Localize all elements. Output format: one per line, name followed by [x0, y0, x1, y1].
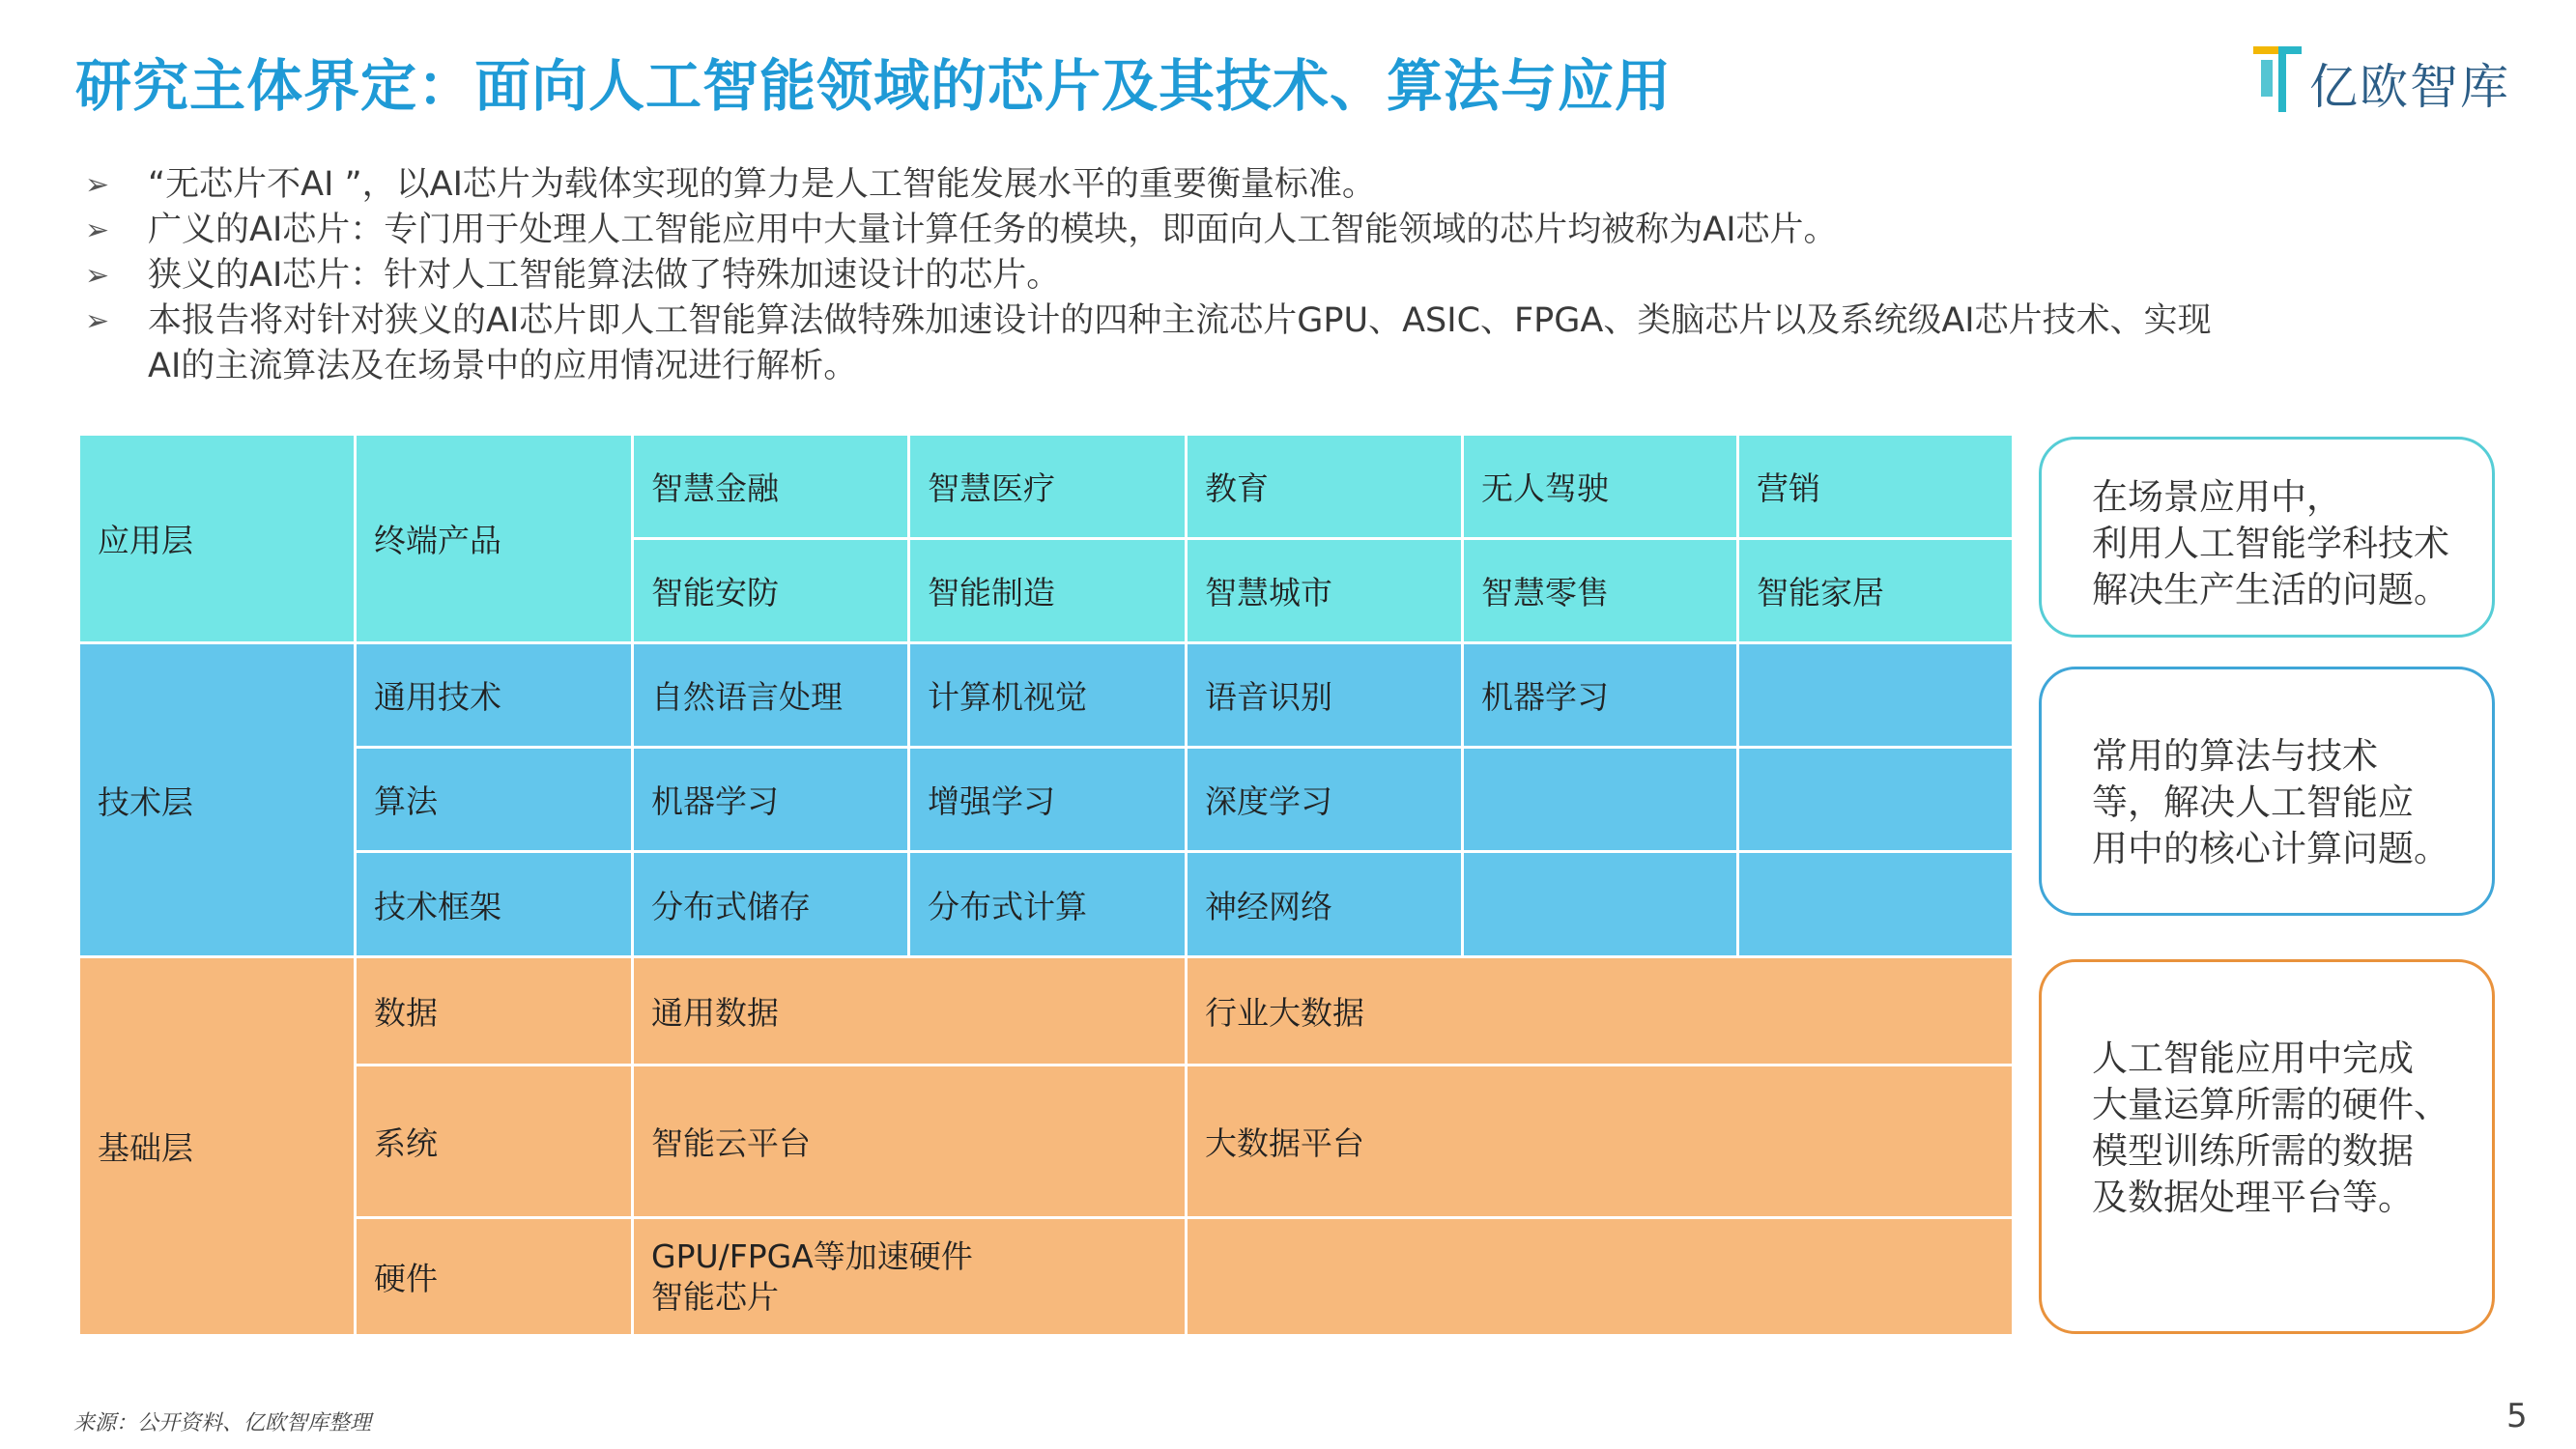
table-cell: 分布式计算: [909, 852, 1187, 957]
note-line: 及数据处理平台等。: [2092, 1177, 2414, 1218]
logo-icon: [2249, 39, 2304, 116]
bullet-item: [85, 298, 2501, 389]
arrow-bullet-icon: ➢: [85, 213, 110, 247]
sub-label: 算法: [356, 748, 633, 852]
sub-label: 终端产品: [356, 435, 633, 643]
table-cell: 教育: [1187, 435, 1463, 539]
table-cell: 通用数据: [633, 957, 1187, 1065]
side-note-technology: [2039, 667, 2495, 916]
table-row: [79, 435, 2014, 539]
table-cell: 增强学习: [909, 748, 1187, 852]
table-cell: [633, 1218, 1187, 1336]
note-line: 在场景应用中，: [2092, 476, 2342, 518]
table-cell: 无人驾驶: [1463, 435, 1738, 539]
note-line: 等，解决人工智能应: [2092, 781, 2414, 823]
bullet-text: AI的主流算法及在场景中的应用情况进行解析。: [148, 347, 858, 385]
arrow-bullet-icon: ➢: [85, 304, 110, 338]
table-cell: [1738, 748, 2014, 852]
table-cell: 大数据平台: [1187, 1065, 2014, 1218]
table-cell: 智慧零售: [1463, 539, 1738, 643]
sub-label: 系统: [356, 1065, 633, 1218]
table-cell: 神经网络: [1187, 852, 1463, 957]
table-cell: 智慧医疗: [909, 435, 1187, 539]
table-cell: 智慧金融: [633, 435, 909, 539]
sub-label: 硬件: [356, 1218, 633, 1336]
table-row: [79, 957, 2014, 1065]
side-note-application: [2039, 437, 2495, 638]
arrow-bullet-icon: ➢: [85, 259, 110, 293]
bullet-text: “无芯片不AI ”，以AI芯片为载体实现的算力是人工智能发展水平的重要衡量标准。: [148, 165, 1376, 204]
note-line: 用中的核心计算问题。: [2092, 828, 2449, 869]
table-row: [79, 643, 2014, 748]
table-cell: 智能云平台: [633, 1065, 1187, 1218]
bullet-item: [85, 208, 2501, 253]
table-row: [79, 1065, 2014, 1218]
ai-layer-table: [77, 433, 2015, 1337]
table-cell: 行业大数据: [1187, 957, 2014, 1065]
sub-label: 通用技术: [356, 643, 633, 748]
table-cell: 智能安防: [633, 539, 909, 643]
table-cell: 机器学习: [1463, 643, 1738, 748]
brand-logo: [2249, 39, 2539, 116]
layer-label-technology: 技术层: [79, 643, 356, 957]
table-cell: [1738, 852, 2014, 957]
page-number: 5: [2506, 1397, 2528, 1435]
table-cell: [1738, 643, 2014, 748]
bullet-text: 广义的AI芯片：专门用于处理人工智能应用中大量计算任务的模块，即面向人工智能领域的芯片均被称为AI芯片。: [148, 211, 1838, 249]
table-cell: 深度学习: [1187, 748, 1463, 852]
source-footnote: 来源：公开资料、亿欧智库整理: [73, 1411, 372, 1435]
sub-label: 数据: [356, 957, 633, 1065]
table-cell: [1463, 748, 1738, 852]
sub-label: 技术框架: [356, 852, 633, 957]
table-row: [79, 852, 2014, 957]
note-line: 解决生产生活的问题。: [2092, 569, 2449, 611]
table-cell: 分布式储存: [633, 852, 909, 957]
side-note-foundation: [2039, 959, 2495, 1334]
layer-label-application: 应用层: [79, 435, 356, 643]
bullet-text: 本报告将对针对狭义的AI芯片即人工智能算法做特殊加速设计的四种主流芯片GPU、ASIC、FPGA、类脑芯片以及系统级AI芯片技术、实现: [148, 301, 2212, 340]
table-cell: 自然语言处理: [633, 643, 909, 748]
table-cell: [1463, 852, 1738, 957]
table-row: [79, 1218, 2014, 1336]
table-cell: 语音识别: [1187, 643, 1463, 748]
bullet-item: [85, 253, 2501, 298]
table-cell: 计算机视觉: [909, 643, 1187, 748]
cell-line: 智能芯片: [651, 1277, 779, 1316]
table-cell: 智能家居: [1738, 539, 2014, 643]
note-line: 人工智能应用中完成: [2092, 1037, 2414, 1079]
bullet-text: 狭义的AI芯片：针对人工智能算法做了特殊加速设计的芯片。: [148, 256, 1061, 295]
note-line: 利用人工智能学科技术: [2092, 523, 2449, 564]
layer-label-foundation: 基础层: [79, 957, 356, 1336]
table-cell: 营销: [1738, 435, 2014, 539]
note-line: 常用的算法与技术: [2092, 735, 2378, 777]
note-line: 大量运算所需的硬件、: [2092, 1084, 2449, 1125]
logo-name: 亿欧智库: [2309, 59, 2510, 115]
table-row: [79, 748, 2014, 852]
note-line: 模型训练所需的数据: [2092, 1130, 2414, 1172]
arrow-bullet-icon: ➢: [85, 168, 110, 202]
table-cell: 智能制造: [909, 539, 1187, 643]
bullet-item: [85, 162, 2501, 208]
page-title: 研究主体界定：面向人工智能领域的芯片及其技术、算法与应用: [75, 53, 1673, 119]
table-cell: [1187, 1218, 2014, 1336]
table-cell: 智慧城市: [1187, 539, 1463, 643]
cell-line: GPU/FPGA等加速硬件: [651, 1236, 973, 1275]
table-cell: 机器学习: [633, 748, 909, 852]
bullet-list: [85, 162, 2501, 389]
